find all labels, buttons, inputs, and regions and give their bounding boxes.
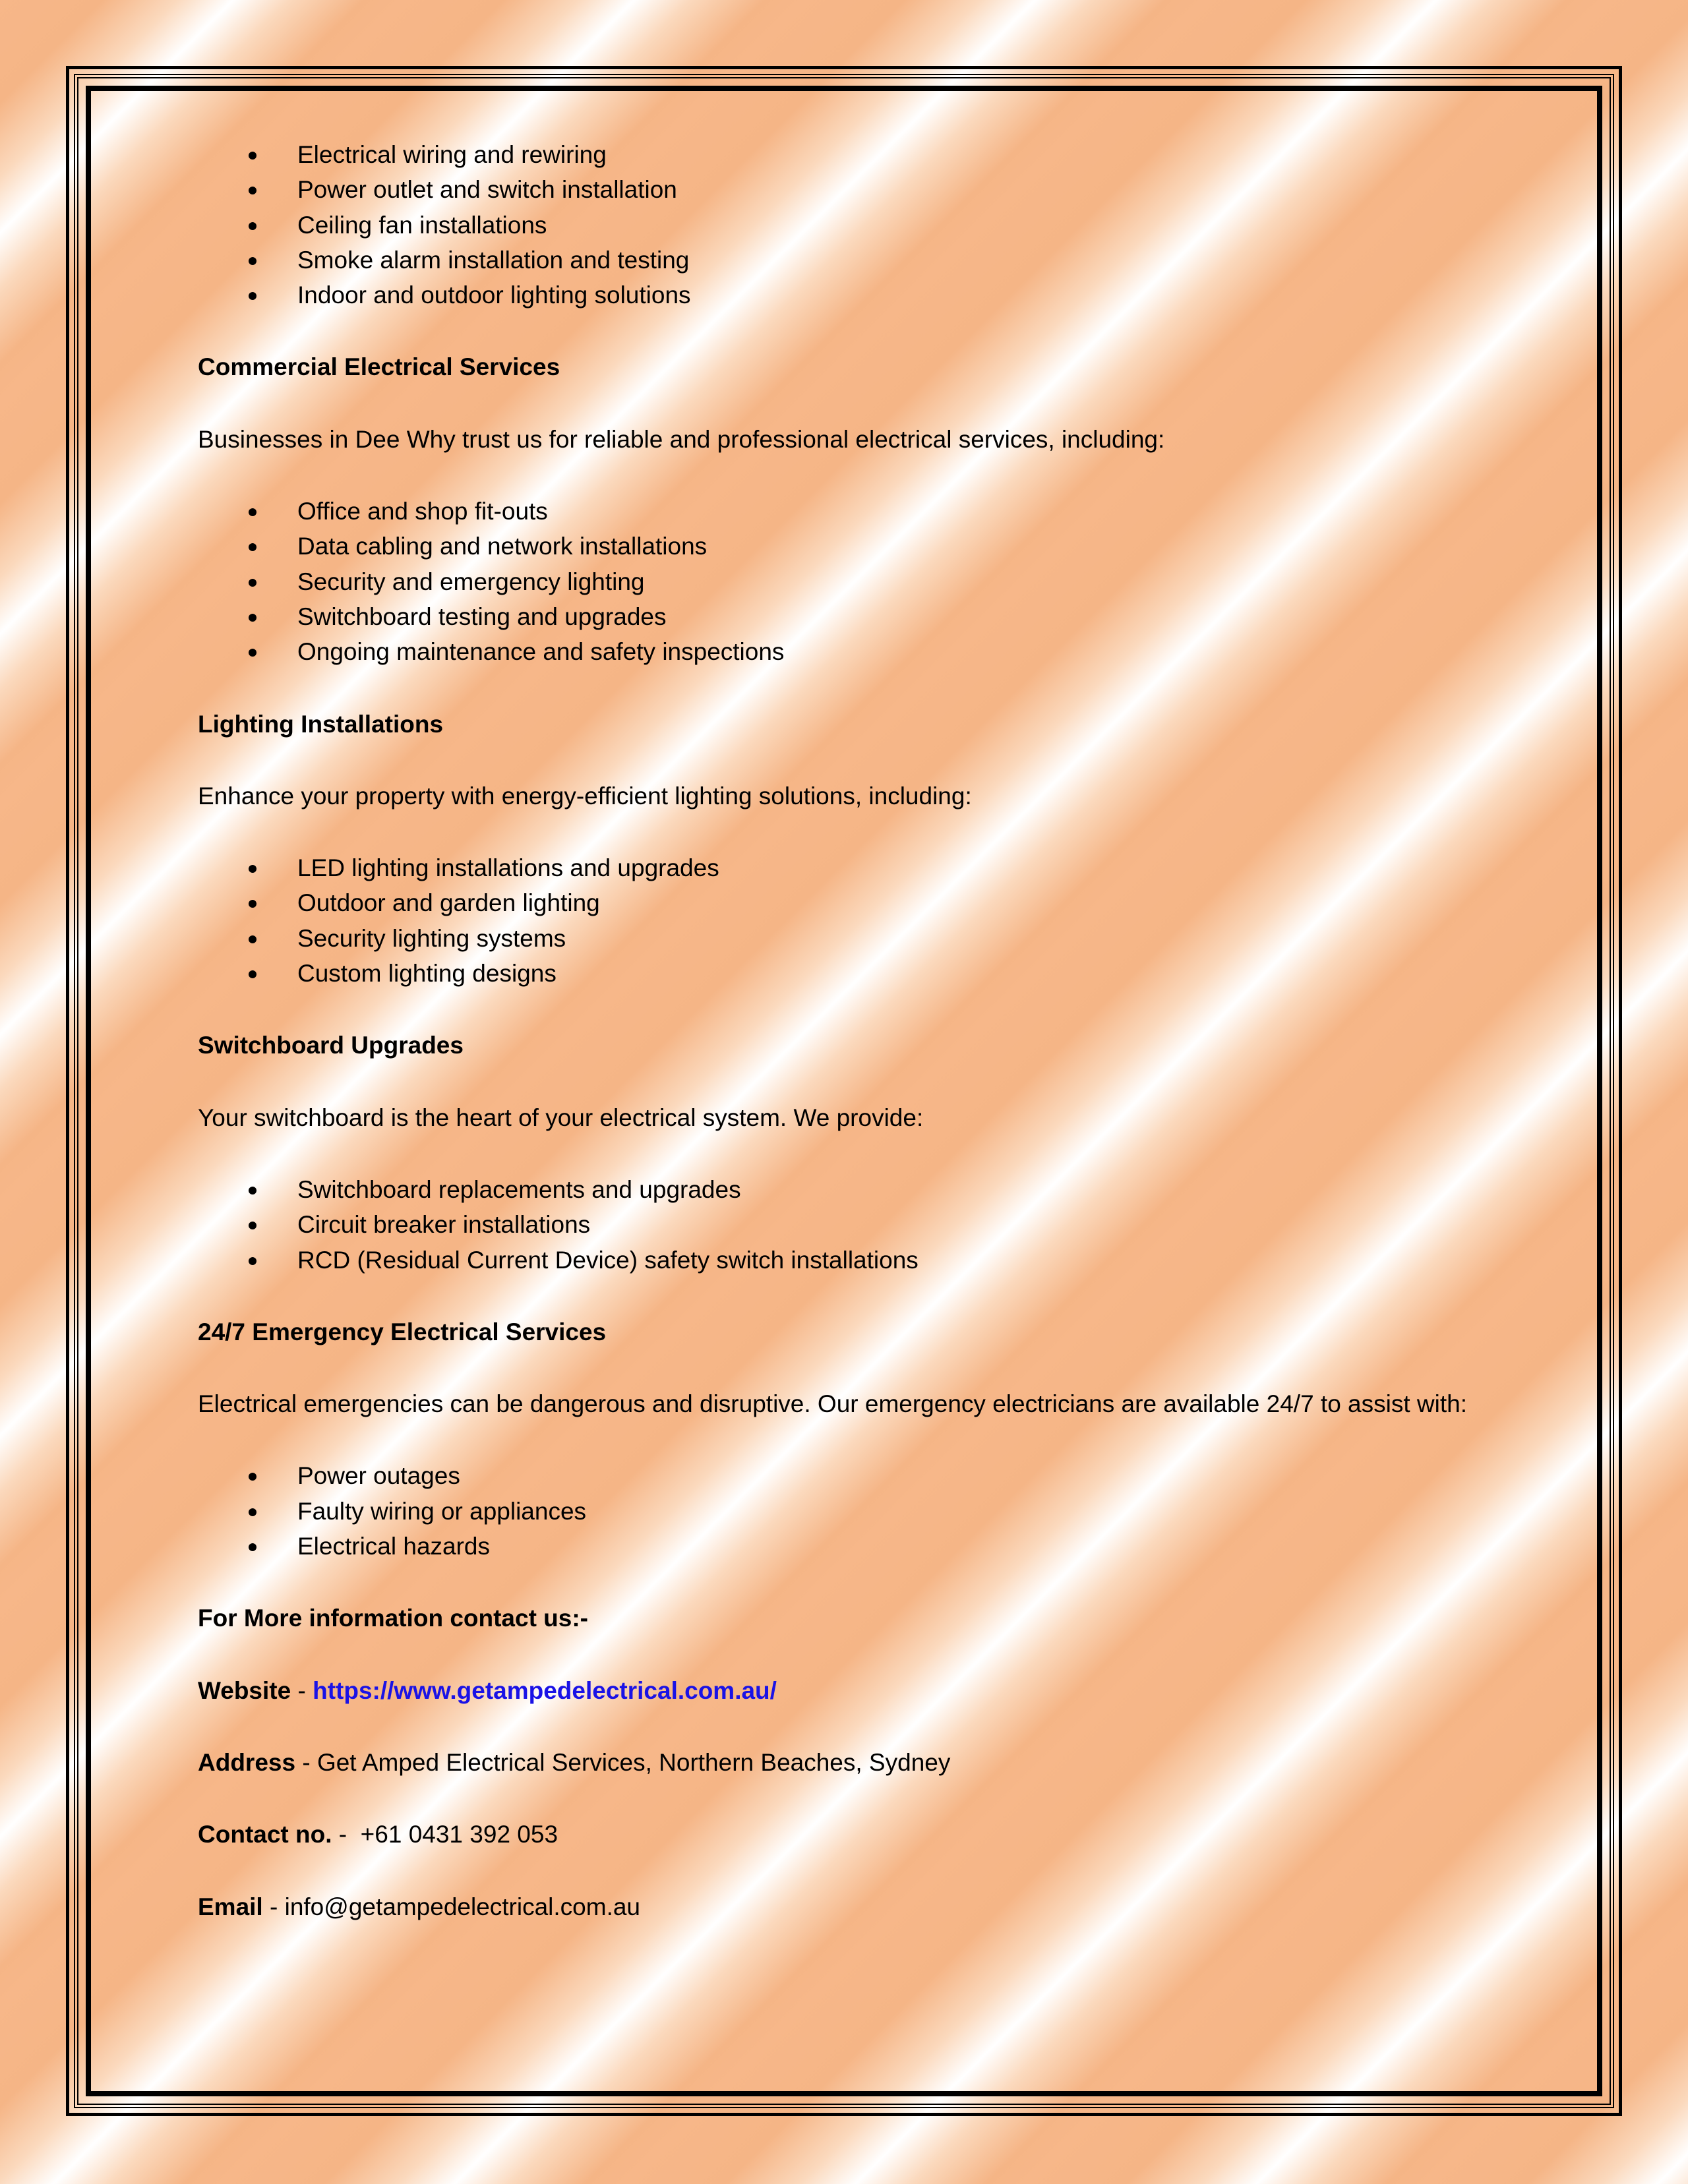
website-label: Website [198,1676,291,1704]
emergency-services-list [198,1458,1490,1564]
list-item: RCD (Residual Current Device) safety switch installations [198,1243,1490,1278]
lighting-intro: Enhance your property with energy-efficient lighting solutions, including: [198,782,972,810]
email-line [198,1889,1490,1924]
emergency-heading: 24/7 Emergency Electrical Services [198,1318,607,1345]
emergency-intro: Electrical emergencies can be dangerous and disruptive. Our emergency electricians are available 24/7 to assist with: [198,1390,1467,1418]
address-value: Get Amped Electrical Services, Northern Beaches, Sydney [316,1748,951,1776]
phone-label: Contact no. [198,1821,332,1848]
list-item: Switchboard replacements and upgrades [198,1172,1490,1207]
list-item: Indoor and outdoor lighting solutions [198,278,1490,312]
address-line [198,1745,1490,1780]
email-value: info@getampedelectrical.com.au [284,1893,640,1920]
commercial-intro: Businesses in Dee Why trust us for reliable and professional electrical services, including: [198,425,1165,453]
lighting-heading: Lighting Installations [198,710,444,738]
website-link[interactable]: https://www.getampedelectrical.com.au/ [313,1676,777,1704]
email-label: Email [198,1893,263,1920]
list-item: Faulty wiring or appliances [198,1494,1490,1529]
website-line [198,1673,1490,1708]
commercial-services-list [198,494,1490,669]
list-item: Outdoor and garden lighting [198,885,1490,920]
commercial-heading: Commercial Electrical Services [198,353,560,381]
list-item: Data cabling and network installations [198,529,1490,564]
switchboard-intro: Your switchboard is the heart of your electrical system. We provide: [198,1104,924,1131]
list-item: Security and emergency lighting [198,564,1490,599]
email-separator: - [262,1893,285,1920]
switchboard-heading: Switchboard Upgrades [198,1032,464,1059]
list-item: Switchboard testing and upgrades [198,599,1490,634]
list-item: Ongoing maintenance and safety inspections [198,634,1490,669]
list-item: Custom lighting designs [198,956,1490,991]
list-item: Ceiling fan installations [198,208,1490,243]
list-item: Electrical wiring and rewiring [198,137,1490,172]
switchboard-services-list [198,1172,1490,1278]
residential-services-list [198,137,1490,312]
list-item: Security lighting systems [198,921,1490,956]
list-item: LED lighting installations and upgrades [198,850,1490,885]
lighting-services-list [198,850,1490,991]
list-item: Power outages [198,1458,1490,1493]
address-label: Address [198,1748,296,1776]
list-item: Electrical hazards [198,1529,1490,1564]
list-item: Smoke alarm installation and testing [198,243,1490,278]
list-item: Circuit breaker installations [198,1207,1490,1242]
address-separator: - [295,1748,317,1776]
phone-value: +61 0431 392 053 [360,1821,558,1848]
document-body [198,137,1490,1924]
website-separator: - [291,1676,313,1704]
list-item: Power outlet and switch installation [198,172,1490,207]
phone-separator: - [332,1821,361,1848]
list-item: Office and shop fit-outs [198,494,1490,529]
contact-heading: For More information contact us:- [198,1605,588,1632]
phone-line [198,1817,1490,1852]
